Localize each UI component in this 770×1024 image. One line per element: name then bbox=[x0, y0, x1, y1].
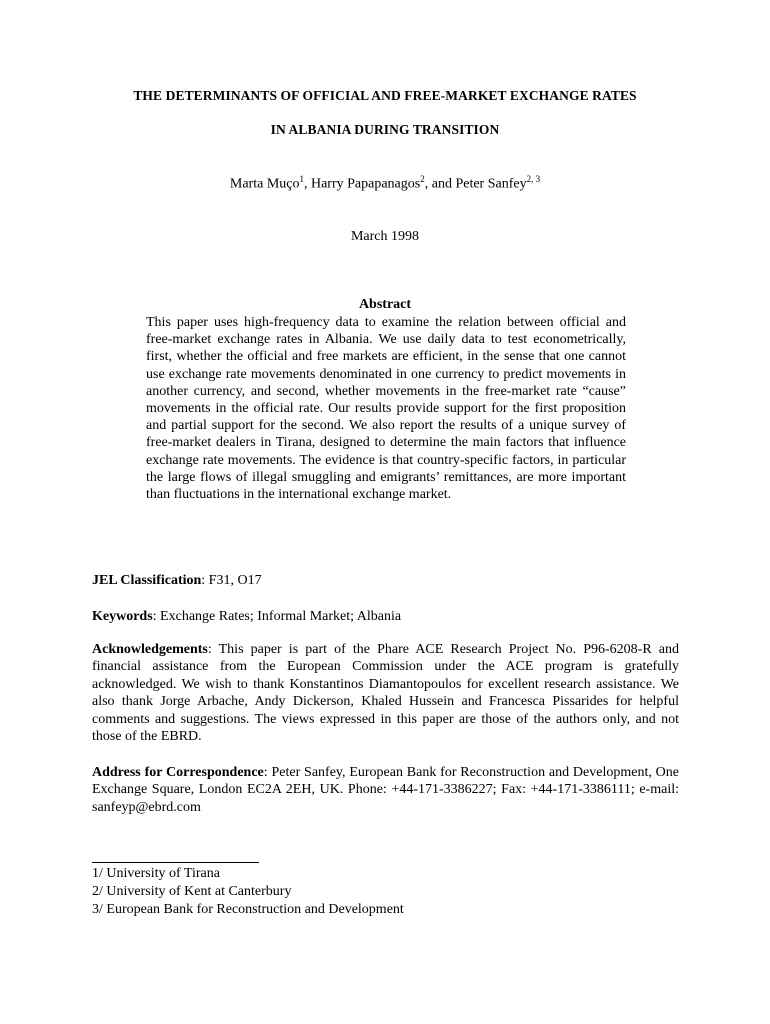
author-2-name: , Harry Papapanagos bbox=[303, 176, 421, 192]
abstract-text: This paper uses high-frequency data to examine the relation between official and free-market exchange rates in Albania. We use daily data to test econometrically, first, whether the official and free markets are efficient, in the sense that one cannot use exchange rate movements denominated in one currency to predict movements in another currency, and second, whether movements in the free-market rate “cause” movements in the official rate. Our results provide support for the first proposition and partial support for the second. We also report the results of a unique survey of free-market dealers in Tirana, designed to determine the main factors that influence exchange rate movements. The evidence is that country-specific factors, in particular the large flows of illegal smuggling and emigrants’ remittances, are more important than fluctuations in the international exchange market. bbox=[146, 315, 626, 503]
jel-label: JEL Classification bbox=[92, 573, 202, 588]
footnote-3: 3/ European Bank for Reconstruction and Development bbox=[92, 902, 404, 917]
author-3-affiliation-mark: 2, 3 bbox=[526, 174, 541, 184]
footnote-1: 1/ University of Tirana bbox=[92, 866, 220, 881]
address-label: Address for Correspondence bbox=[92, 765, 264, 780]
footnote-divider bbox=[92, 862, 259, 863]
correspondence-address bbox=[92, 764, 679, 816]
footnotes bbox=[92, 865, 679, 919]
author-2-affiliation-mark: 2 bbox=[420, 174, 425, 184]
keywords-label: Keywords bbox=[92, 609, 153, 624]
publication-date: March 1998 bbox=[350, 229, 420, 244]
author-3-name: , and Peter Sanfey bbox=[424, 176, 527, 192]
author-1-name: Marta Muço bbox=[229, 176, 300, 192]
acknowledgements-label: Acknowledgements bbox=[92, 642, 208, 657]
paper-title-line-1: THE DETERMINANTS OF OFFICIAL AND FREE-MARKET EXCHANGE RATES bbox=[133, 88, 637, 103]
footnote-2: 2/ University of Kent at Canterbury bbox=[92, 884, 292, 899]
jel-value: : F31, O17 bbox=[201, 573, 262, 588]
address-text: : Peter Sanfey, European Bank for Reconstruction and Development, One Exchange Square, London EC2A 2EH, UK. Phone: +44-171-3386227; Fax: +44-171-3386111; e-mail: sanfeyp@ebrd.com bbox=[92, 765, 679, 815]
keywords bbox=[92, 608, 679, 625]
keywords-value: : Exchange Rates; Informal Market; Albania bbox=[152, 609, 402, 624]
acknowledgements-text: : This paper is part of the Phare ACE Research Project No. P96-6208-R and financial assistance from the European Commission under the ACE program is gratefully acknowledged. We wish to thank Konstantinos Diamantopoulos for excellent research assistance. We also thank Jorge Arbache, Andy Dickerson, Khaled Hussein and Francesca Pissarides for helpful comments and suggestions. The views expressed in this paper are those of the authors only, and not those of the EBRD. bbox=[92, 642, 679, 745]
author-1-affiliation-mark: 1 bbox=[299, 174, 304, 184]
abstract-heading: Abstract bbox=[358, 297, 412, 312]
acknowledgements bbox=[92, 641, 679, 745]
paper-title-line-2: IN ALBANIA DURING TRANSITION bbox=[270, 122, 500, 137]
author-list bbox=[0, 174, 770, 193]
jel-classification bbox=[92, 572, 679, 589]
